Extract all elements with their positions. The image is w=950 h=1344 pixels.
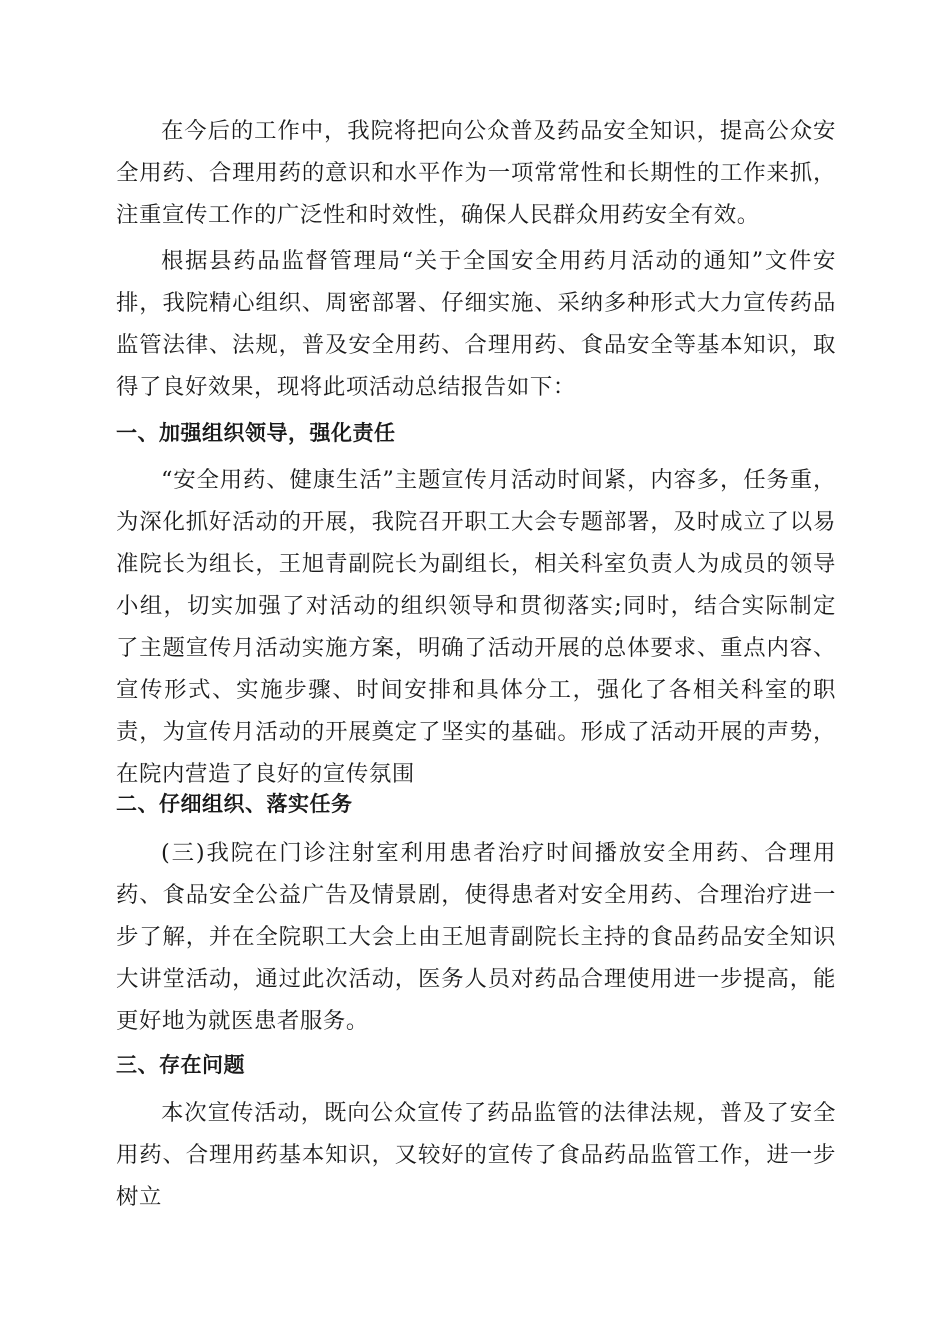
paragraph-background: 根据县药品监督管理局“关于全国安全用药月活动的通知”文件安排，我院精心组织、周密部署、仔细实施、采纳多种形式大力宣传药品监管法律、法规，普及安全用药、合理用药、食品安全等基本知识，取得了良好效果，现将此项活动总结报告如下： xyxy=(116,248,836,400)
section-heading-1: 一、加强组织领导，强化责任 xyxy=(116,421,396,445)
section-heading-2: 二、仔细组织、落实任务 xyxy=(116,792,353,816)
paragraph-section-1: “安全用药、健康生活”主题宣传月活动时间紧，内容多，任务重，为深化抓好活动的开展，我院召开职工大会专题部署，及时成立了以易准院长为组长，王旭青副院长为副组长，相关科室负责人为成员的领导小组，切实加强了对活动的组织领导和贯彻落实;同时，结合实际制定了主题宣传月活动实施方案，明确了活动开展的总体要求、重点内容、宣传形式、实施步骤、时间安排和具体分工，强化了各相关科室的职责，为宣传月活动的开展奠定了坚实的基础。形成了活动开展的声势，在院内营造了良好的宣传氛围 xyxy=(116,467,836,787)
paragraph-section-3: 本次宣传活动，既向公众宣传了药品监管的法律法规，普及了安全用药、合理用药基本知识，又较好的宣传了食品药品监管工作，进一步树立 xyxy=(116,1100,836,1210)
paragraph-intro-commitment: 在今后的工作中，我院将把向公众普及药品安全知识，提高公众安全用药、合理用药的意识和水平作为一项常常性和长期性的工作来抓，注重宣传工作的广泛性和时效性，确保人民群众用药安全有效。 xyxy=(116,118,836,228)
paragraph-section-2: (三)我院在门诊注射室利用患者治疗时间播放安全用药、合理用药、食品安全公益广告及情景剧，使得患者对安全用药、合理治疗进一步了解，并在全院职工大会上由王旭青副院长主持的食品药品安全知识大讲堂活动，通过此次活动，医务人员对药品合理使用进一步提高，能更好地为就医患者服务。 xyxy=(116,840,836,1034)
section-heading-3: 三、存在问题 xyxy=(116,1053,245,1077)
